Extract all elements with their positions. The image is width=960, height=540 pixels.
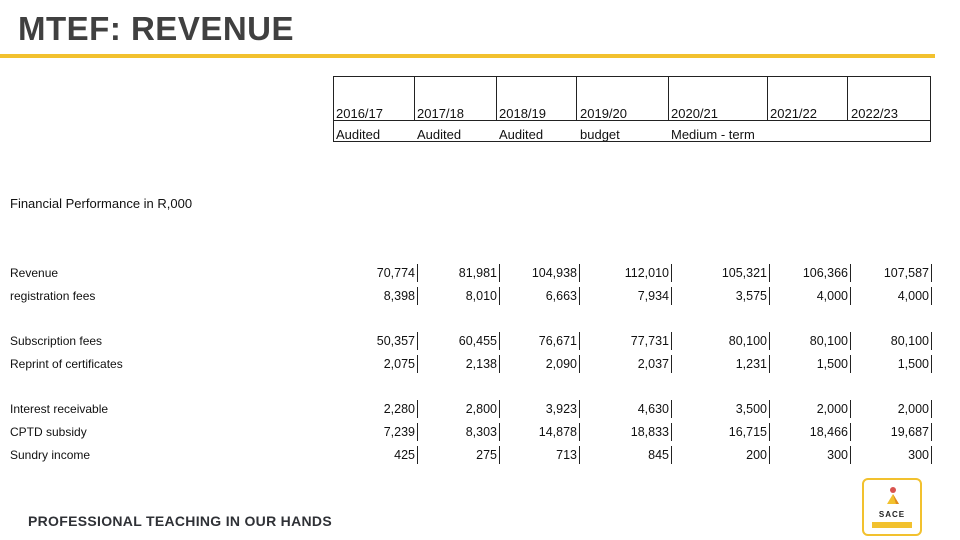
table-cell: 8,010 [414,287,500,305]
table-cell: 4,000 [767,287,851,305]
header-col-divider [767,76,768,120]
table-cell: 425 [333,446,418,464]
table-cell: 2,075 [333,355,418,373]
table-cell: 2,090 [496,355,580,373]
table-cell: 80,100 [767,332,851,350]
row-label: Sundry income [10,448,91,462]
table-cell: 14,878 [496,423,580,441]
table-cell: 8,303 [414,423,500,441]
header-year: 2018/19 [499,106,546,121]
table-cell: 107,587 [847,264,932,282]
row-label: registration fees [10,289,96,303]
header-year: 2021/22 [770,106,817,121]
header-type: Audited [336,127,381,142]
table-cell: 105,321 [668,264,770,282]
table-cell: 845 [576,446,672,464]
table-cell: 80,100 [847,332,932,350]
table-cell: 80,100 [668,332,770,350]
table-cell: 4,630 [576,400,672,418]
table-cell: 713 [496,446,580,464]
table-cell: 6,663 [496,287,580,305]
title-underline [0,54,935,58]
table-cell: 2,280 [333,400,418,418]
table-cell: 7,934 [576,287,672,305]
table-cell: 106,366 [767,264,851,282]
table-cell: 2,800 [414,400,500,418]
header-col-divider [414,76,415,120]
header-col-divider [847,76,848,120]
table-cell: 104,938 [496,264,580,282]
table-cell: 4,000 [847,287,932,305]
table-cell: 2,037 [576,355,672,373]
header-year: 2019/20 [580,106,627,121]
header-type: budget [580,127,620,142]
table-cell: 3,923 [496,400,580,418]
row-label: Revenue [10,266,59,280]
header-year: 2020/21 [671,106,718,121]
header-col-divider [668,76,669,120]
table-cell: 18,466 [767,423,851,441]
table-cell: 1,231 [668,355,770,373]
row-label: Subscription fees [10,334,103,348]
row-label: CPTD subsidy [10,425,87,439]
table-cell: 77,731 [576,332,672,350]
sace-figure-icon [883,486,903,506]
table-cell: 2,000 [847,400,932,418]
header-col-divider [496,76,497,120]
table-cell: 3,500 [668,400,770,418]
sace-logo [862,478,922,536]
logo-band [872,522,912,528]
table-cell: 2,000 [767,400,851,418]
table-cell: 50,357 [333,332,418,350]
table-cell: 2,138 [414,355,500,373]
row-label: Interest receivable [10,402,109,416]
table-cell: 18,833 [576,423,672,441]
table-cell: 200 [668,446,770,464]
table-cell: 1,500 [767,355,851,373]
page-title: MTEF: REVENUE [18,10,295,47]
table-cell: 70,774 [333,264,418,282]
table-cell: 1,500 [847,355,932,373]
header-year: 2016/17 [336,106,383,121]
table-cell: 275 [414,446,500,464]
table-cell: 16,715 [668,423,770,441]
table-cell: 19,687 [847,423,932,441]
table-cell: 3,575 [668,287,770,305]
table-cell: 300 [767,446,851,464]
header-year: 2022/23 [851,106,898,121]
logo-wordmark: SACE [878,510,906,519]
table-cell: 8,398 [333,287,418,305]
table-cell: 7,239 [333,423,418,441]
table-cell: 81,981 [414,264,500,282]
footer-slogan: PROFESSIONAL TEACHING IN OUR HANDS [28,513,332,529]
header-type: Audited [499,127,544,142]
section-label: Financial Performance in R,000 [10,196,193,211]
table-cell: 60,455 [414,332,500,350]
header-type: Medium - term [671,127,755,142]
table-cell: 112,010 [576,264,672,282]
header-col-divider [576,76,577,120]
table-cell: 76,671 [496,332,580,350]
header-year: 2017/18 [417,106,464,121]
row-label: Reprint of certificates [10,357,123,371]
header-type: Audited [417,127,462,142]
table-cell: 300 [847,446,932,464]
